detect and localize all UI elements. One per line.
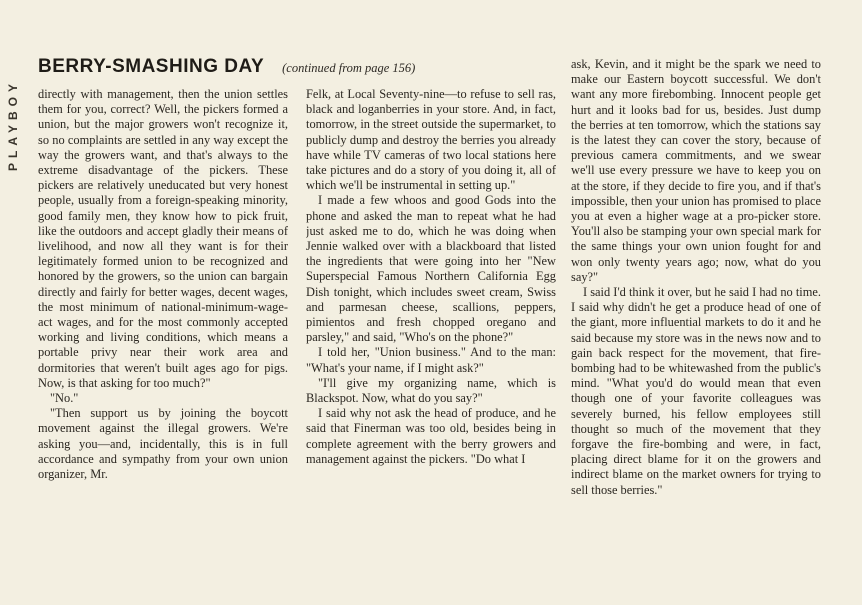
text-column-2 <box>306 87 556 605</box>
paragraph: "No." <box>50 391 79 406</box>
article-header <box>38 56 415 78</box>
paragraph: directly with management, then the union settles them for you, correct? Well, the pickers formed a union, but the major growers won't recognize it, so no complaints are settled in any way except the way the growers want, and that's always to the extreme disadvantage of the pickers. These pickers are relatively uneducated but very honest people, usually from a foreign-speaking minority, good family men, they know how to pick fruit, like the outdoors and accept gladly their means of livelihood, and now all they want is for their legitimately formed union to be recognized and honored by the growers, so the union can bargain directly and fairly for better wages, decent wages, the most minimum of national-minimum-wage-act wages, and for the most commonly accepted working and living conditions, which means a portable privy near their work area and dormitories that weren't built ages ago for pigs. Now, is that asking for too much?" <box>38 87 288 390</box>
paragraph: Felk, at Local Seventy-nine—to refuse to sell ras, black and loganberries in your store. And, in fact, tomorrow, in the street outside the supermarket, to publicly dump and destroy the berries you already have while TV cameras of two local stations here take pictures and do a story of you doing it, all of which we'll be instrumental in setting up." <box>306 87 556 193</box>
paragraph: "I'll give my organizing name, which is Blackspot. Now, what do you say?" <box>306 375 556 406</box>
paragraph: "Then support us by joining the boycott movement against the illegal growers. We're asking you—and, incidentally, this is in full accordance and sympathy from your own union organizer, Mr. <box>38 406 288 482</box>
article-title: BERRY-SMASHING DAY <box>38 56 265 77</box>
paragraph: I said I'd think it over, but he said I had no time. I said why didn't he get a produce head of one of the giant, more influential markets to do it and he said because my store was in the news now and to gain back respect for the movement, that fire-bombing had to be whitewashed from the public's mind. "What you'd do would mean that even though one of your favorite colleagues was severely burned, his fellow employees still thought so much of the movement that they forgave the fire-bombing and were, in fact, placing direct blame for it on the growers and indirect blame on the market owners for trying to sell those berries." <box>571 285 821 497</box>
paragraph: I said why not ask the head of produce, and he said that Finerman was too old, besides being in complete agreement with the berry growers and management against the pickers. "Do what I <box>306 406 556 466</box>
paragraph: I told her, "Union business." And to the man: "What's your name, if I might ask?" <box>306 345 556 375</box>
magazine-spine-label <box>4 50 22 200</box>
paragraph: ask, Kevin, and it might be the spark we need to make our Eastern boycott successful. We don't want any more firebombing. Innocent people get hurt and it looks bad for us, besides. Just dump the berries at ten tomorrow, which the stations say is the latest they can cover the story, because of previous camera commitments, and we swear we'll use every pressure we have to keep you on at the store, if they decide to fire you, and if that's impossible, then your union has promised to place you at even a higher wage at a pro-picker store. You'll also be stamping your own special mark for the same things your own union fought for and won only twenty years ago; now, what do you say?" <box>571 57 821 284</box>
paragraph: I made a few whoos and good Gods into the phone and asked the man to repeat what he had just asked me to do, which he was doing when Jennie walked over with a blackboard that listed the ingredients that were going into her "New Superspecial Famous Northern California Egg Dish tonight, which includes sweet cream, Swiss and parmesan cheese, scallions, peppers, pimientos and fresh chopped oregano and parsley," and said, "Who's on the phone?" <box>306 193 556 345</box>
text-column-1 <box>38 87 288 605</box>
magazine-name: PLAYBOY <box>6 79 20 171</box>
text-column-3 <box>571 57 821 605</box>
continuation-note: (continued from page 156) <box>282 61 416 75</box>
